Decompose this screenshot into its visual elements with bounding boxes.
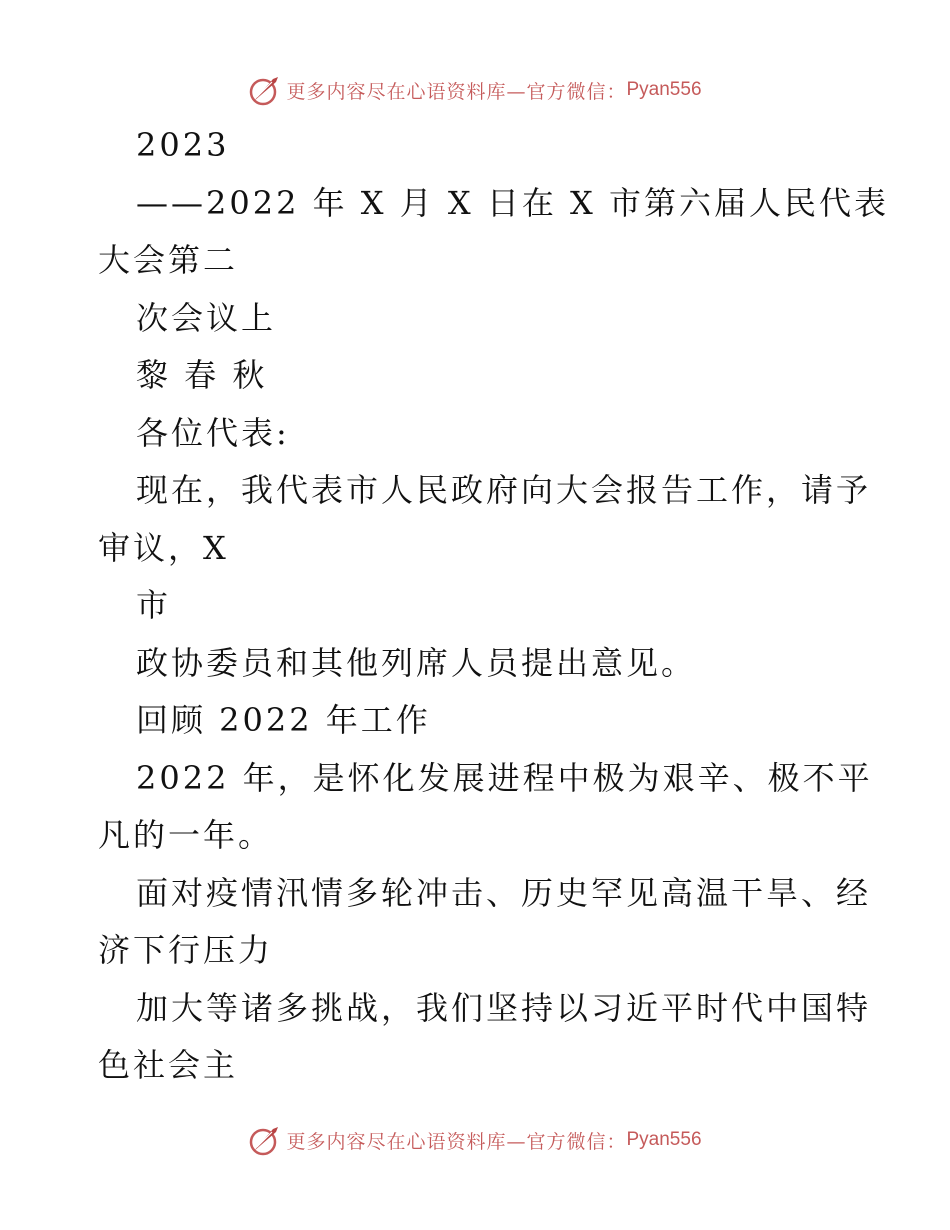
watermark-text: 更多内容尽在心语资料库—官方微信：	[286, 80, 627, 103]
text-line: 2022 年，是怀化发展进程中极为艰辛、极不平	[136, 758, 873, 797]
text-line: 各位代表:	[136, 413, 290, 452]
text-line: 加大等诸多挑战，我们坚持以习近平时代中国特	[136, 988, 872, 1027]
text-line: 现在，我代表市人民政府向大会报告工作，请予	[136, 471, 872, 509]
watermark-wechat-id: Pyan556	[626, 1129, 702, 1150]
text-line: 面对疫情汛情多轮冲击、历史罕见高温干旱、经	[136, 873, 872, 912]
text-line: 色社会主	[98, 1046, 239, 1084]
footer-watermark	[0, 1120, 950, 1160]
header-watermark	[0, 70, 950, 110]
text-line: 市	[136, 586, 172, 624]
text-line: 次会议上	[136, 298, 277, 337]
watermark-text: 更多内容尽在心语资料库—官方微信：	[286, 1130, 627, 1153]
text-line: 2023	[136, 126, 230, 164]
watermark-wechat-id: Pyan556	[626, 79, 702, 100]
text-line: 回顾 2022 年工作	[136, 701, 431, 739]
text-line: 黎 春 秋	[136, 356, 268, 394]
text-line: 凡的一年。	[98, 816, 274, 854]
text-line: 大会第二	[98, 241, 239, 279]
quill-logo-icon	[248, 1123, 282, 1157]
text-line: 济下行压力	[98, 931, 274, 969]
text-line: ——2022 年 X 月 X 日在 X 市第六届人民代表	[136, 183, 889, 222]
text-line: 审议，X	[98, 528, 229, 567]
text-line: 政协委员和其他列席人员提出意见。	[136, 643, 697, 682]
document-body	[98, 117, 889, 1095]
quill-logo-icon	[248, 73, 282, 107]
